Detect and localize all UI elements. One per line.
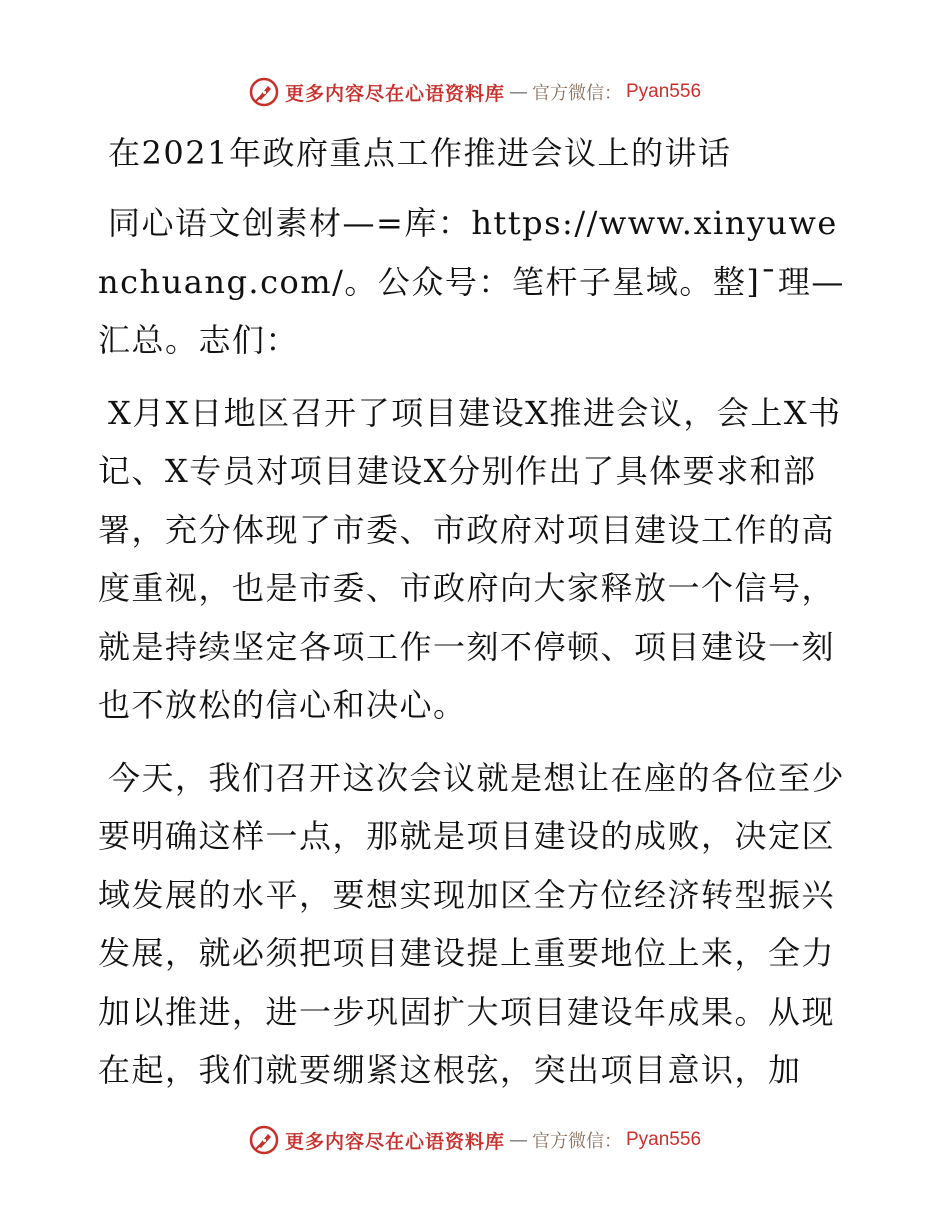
pen-nib-logo-icon [249, 77, 279, 107]
banner-slogan: 更多内容尽在心语资料库 [284, 1130, 505, 1153]
header-banner [0, 72, 950, 112]
banner-dash: — [509, 81, 528, 103]
banner-slogan: 更多内容尽在心语资料库 [284, 82, 505, 105]
banner-wechat-id: Pyan556 [626, 1129, 702, 1150]
pen-nib-logo-icon [249, 1125, 279, 1155]
paragraph: X月X日地区召开了项目建设X推进会议，会上X书记、X专员对项目建设X分别作出了具体要求和部署，充分体现了市委、市政府对项目建设工作的高度重视，也是市委、市政府向大家释放一个信号，就是持续坚定各项工作一刻不停顿、项目建设一刻也不放松的信心和决心。 [98, 393, 842, 724]
banner-wechat-label: 官方微信： [532, 83, 622, 104]
footer-banner [0, 1120, 950, 1160]
document-intro: 同心语文创素材—=库：https://www.xinyuwenchuang.com/。公众号：笔杆子星域。整]¯理—汇总。志们： [98, 204, 845, 359]
document-title: 在2021年政府重点工作推进会议上的讲话 [108, 134, 732, 172]
banner-wechat-id: Pyan556 [626, 81, 702, 102]
document-body [98, 120, 850, 1100]
banner-dash: — [509, 1129, 528, 1151]
paragraph: 今天，我们召开这次会议就是想让在座的各位至少要明确这样一点，那就是项目建设的成败，决定区域发展的水平，要想实现加区全方位经济转型振兴发展，就必须把项目建设提上重要地位上来，全力加以推进，进一步巩固扩大项目建设年成果。从现在起，我们就要绷紧这根弦，突出项目意识，加 [98, 758, 846, 1089]
banner-wechat-label: 官方微信： [532, 1131, 622, 1152]
